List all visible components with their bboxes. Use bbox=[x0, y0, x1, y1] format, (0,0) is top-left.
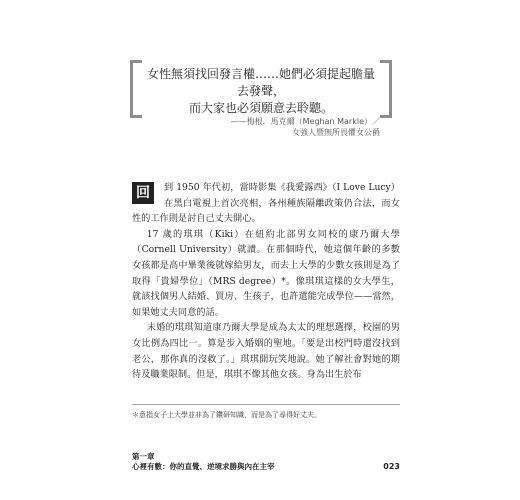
attribution-author: ——梅根．馬克爾（Meghan Markle）／ bbox=[230, 117, 380, 126]
left-bracket bbox=[130, 60, 142, 118]
dropcap: 回 bbox=[132, 182, 154, 204]
quote-line-2: 而大家也必須願意去聆聽。 bbox=[188, 101, 333, 115]
right-bracket bbox=[380, 60, 392, 118]
paragraph-2: 17 歲的琪琪（Kiki）在紐約北部男女同校的康乃爾大學（Cornell University）就讀。在那個時代，她這個年齡的多數女孩都是高中畢業後就嫁給男友，而去上大學的少數女孩則是為了取得「貴婦學位」（MRS degree）*。像琪琪這樣的女大學生，就該找個男人結婚、買房、生孩子，也許還能完成學位——當然，如果她丈夫同意的話。 bbox=[132, 228, 400, 318]
epigraph-attribution bbox=[170, 116, 380, 138]
footnote: ＊意指女子上大學並非為了鑽研知識，而是為了尋得好丈夫。 bbox=[132, 411, 321, 419]
paragraph-3: 未婚的琪琪知道康乃爾大學是成為太太的理想選擇，校園的男女比例為四比一。算是步入婚姻的聖地。「要是出校門時還沒找到老公，那你真的沒救了。」琪琪開玩笑地說。她了解社會對她的期待及職業限制。但是，琪琪不像其他女孩。身為出生於布 bbox=[132, 322, 400, 381]
footnote-divider bbox=[132, 404, 400, 405]
attribution-role: 女強人暨無所畏懼女公爵 bbox=[292, 128, 380, 137]
paragraph-1: 到 1950 年代初，當時影集《我愛露西》（I Love Lucy）在黑白電視上首次亮相，各州種族隔離政策仍合法，而女性的工作則是討自己丈夫開心。 bbox=[132, 182, 400, 225]
epigraph-quote bbox=[146, 66, 376, 117]
body-text bbox=[132, 180, 400, 383]
chapter-label: 第一章 bbox=[132, 452, 155, 461]
page-footer bbox=[132, 452, 400, 472]
epigraph-block bbox=[130, 60, 392, 156]
quote-line-1: 女性無須找回發言權……她們必須提起膽量去發聲， bbox=[146, 67, 375, 98]
chapter-title: 心裡有數：你的直覺、逆境求勝與內在主宰 bbox=[132, 462, 275, 471]
page-number: 023 bbox=[383, 462, 400, 471]
